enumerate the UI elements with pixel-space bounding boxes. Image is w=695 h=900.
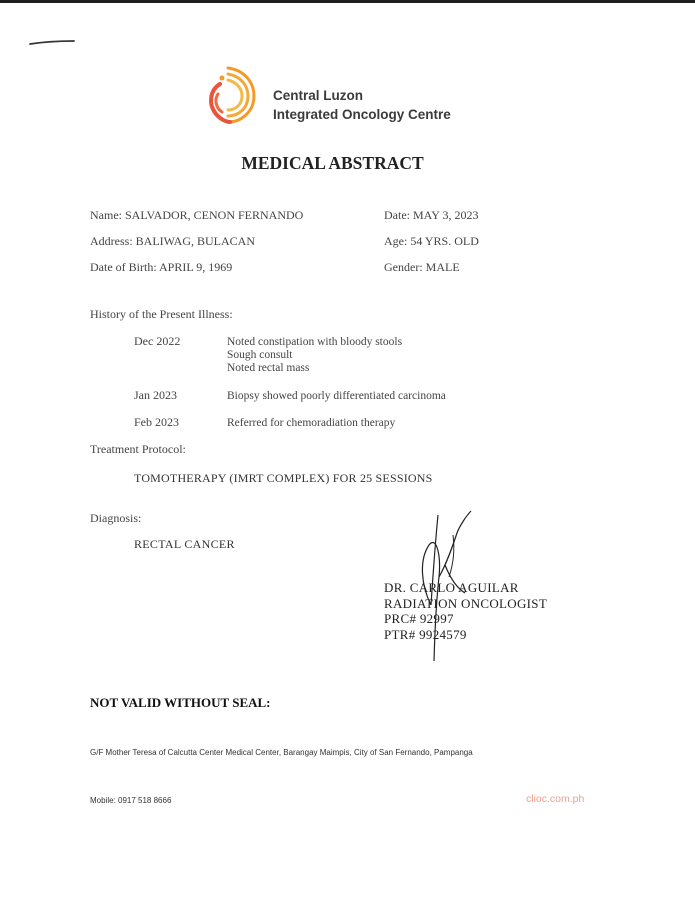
seal-notice: NOT VALID WITHOUT SEAL:: [90, 695, 271, 710]
history-note: Referred for chemoradiation therapy: [227, 417, 396, 429]
patient-name: Name: SALVADOR, CENON FERNANDO: [90, 208, 304, 222]
history-date: Jan 2023: [134, 388, 177, 402]
diagnosis-value: RECTAL CANCER: [134, 537, 235, 551]
history-date: Dec 2022: [134, 334, 181, 348]
patient-age: Age: 54 YRS. OLD: [384, 234, 479, 248]
treatment-label: Treatment Protocol:: [90, 442, 186, 456]
diagnosis-label: Diagnosis:: [90, 511, 142, 525]
scan-top-edge: [0, 0, 695, 3]
physician-title: RADIATION ONCOLOGIST: [384, 595, 548, 611]
organization-name-line2: Integrated Oncology Centre: [273, 107, 451, 122]
patient-address: Address: BALIWAG, BULACAN: [90, 234, 255, 248]
history-note: Noted rectal mass: [227, 362, 310, 374]
organization-name: [273, 86, 451, 124]
history-note: Sough consult: [227, 349, 293, 361]
history-date: Feb 2023: [134, 415, 179, 429]
pen-mark: [28, 38, 76, 48]
clioc-logo-icon: [198, 64, 260, 126]
history-note: Noted constipation with bloody stools: [227, 336, 403, 348]
physician-name: DR. CARLO AGUILAR: [384, 580, 519, 595]
footer-mobile: Mobile: 0917 518 8666: [90, 796, 172, 805]
organization-name-line1: Central Luzon: [273, 88, 363, 103]
physician-ptr: PTR# 9924579: [384, 626, 467, 642]
physician-block: [384, 580, 547, 642]
treatment-protocol-value: TOMOTHERAPY (IMRT COMPLEX) FOR 25 SESSIONS: [134, 471, 433, 485]
history-note: Biopsy showed poorly differentiated carcinoma: [227, 390, 446, 402]
history-label: History of the Present Illness:: [90, 307, 233, 321]
physician-prc: PRC# 92997: [384, 611, 454, 626]
abstract-date: Date: MAY 3, 2023: [384, 208, 479, 222]
patient-gender: Gender: MALE: [384, 260, 460, 274]
patient-date-of-birth: Date of Birth: APRIL 9, 1969: [90, 260, 233, 274]
footer-website: clioc.com.ph: [526, 793, 585, 805]
document-title: MEDICAL ABSTRACT: [241, 153, 424, 173]
footer-address: G/F Mother Teresa of Calcutta Center Medical Center, Barangay Maimpis, City of San Fernando, Pampanga: [90, 748, 473, 757]
